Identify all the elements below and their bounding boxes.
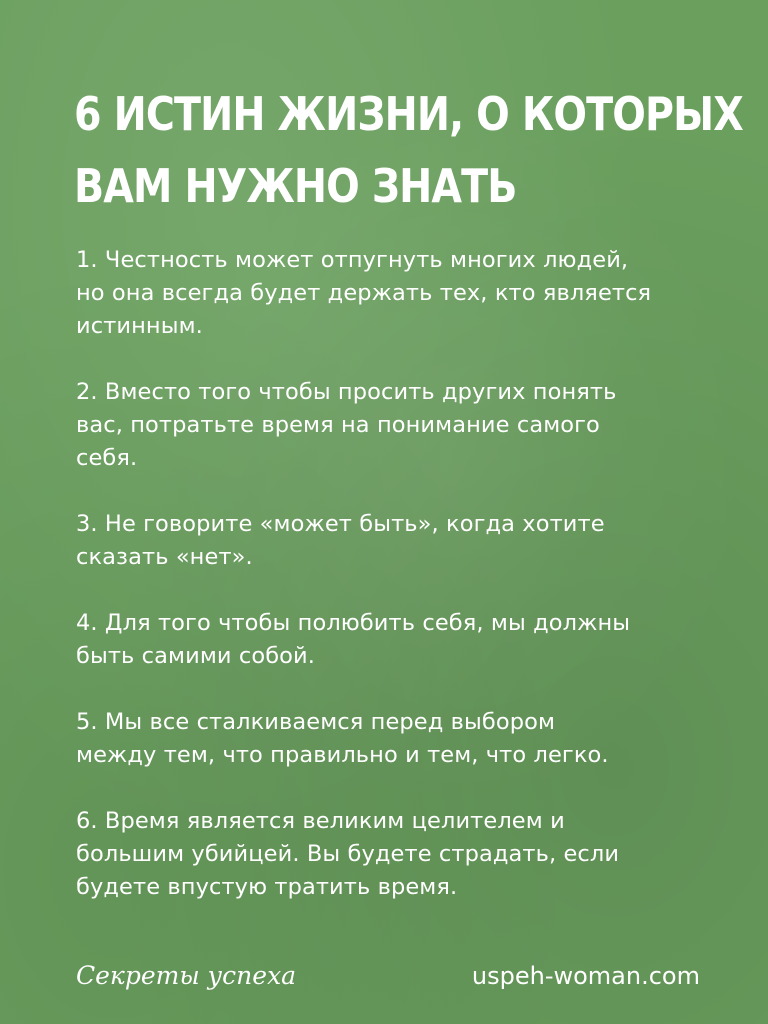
site-url: uspeh-woman.com bbox=[471, 962, 700, 990]
truth-item bbox=[76, 244, 716, 343]
truth-line: истинным. bbox=[76, 313, 203, 339]
truth-item bbox=[76, 706, 716, 772]
truths-list bbox=[76, 244, 716, 937]
truth-line: большим убийцей. Вы будете страдать, если bbox=[76, 841, 620, 867]
truth-line: вас, потратьте время на понимание самого bbox=[76, 412, 600, 438]
truth-line: 1. Честность может отпугнуть многих людей, bbox=[76, 247, 629, 273]
truth-line: себя. bbox=[76, 445, 138, 471]
truth-item bbox=[76, 805, 716, 904]
truth-line: сказать «нет». bbox=[76, 544, 253, 570]
truth-line: между тем, что правильно и тем, что легко. bbox=[76, 742, 609, 768]
headline bbox=[74, 78, 743, 222]
headline-line: ВАМ НУЖНО ЗНАТЬ bbox=[74, 159, 517, 213]
truth-line: быть самими собой. bbox=[76, 643, 316, 669]
truth-line: 4. Для того чтобы полюбить себя, мы должны bbox=[76, 610, 631, 636]
truth-item bbox=[76, 607, 716, 673]
brand-signature: Секреты успеха bbox=[76, 961, 297, 990]
truth-line: 5. Мы все сталкиваемся перед выбором bbox=[76, 709, 556, 735]
truth-item bbox=[76, 508, 716, 574]
truth-line: 2. Вместо того чтобы просить других понять bbox=[76, 379, 617, 405]
truth-item bbox=[76, 376, 716, 475]
truth-line: будете впустую тратить время. bbox=[76, 874, 458, 900]
headline-line: 6 ИСТИН ЖИЗНИ, О КОТОРЫХ bbox=[74, 87, 743, 141]
truth-line: но она всегда будет держать тех, кто является bbox=[76, 280, 652, 306]
truth-line: 3. Не говорите «может быть», когда хотите bbox=[76, 511, 605, 537]
truth-line: 6. Время является великим целителем и bbox=[76, 808, 565, 834]
